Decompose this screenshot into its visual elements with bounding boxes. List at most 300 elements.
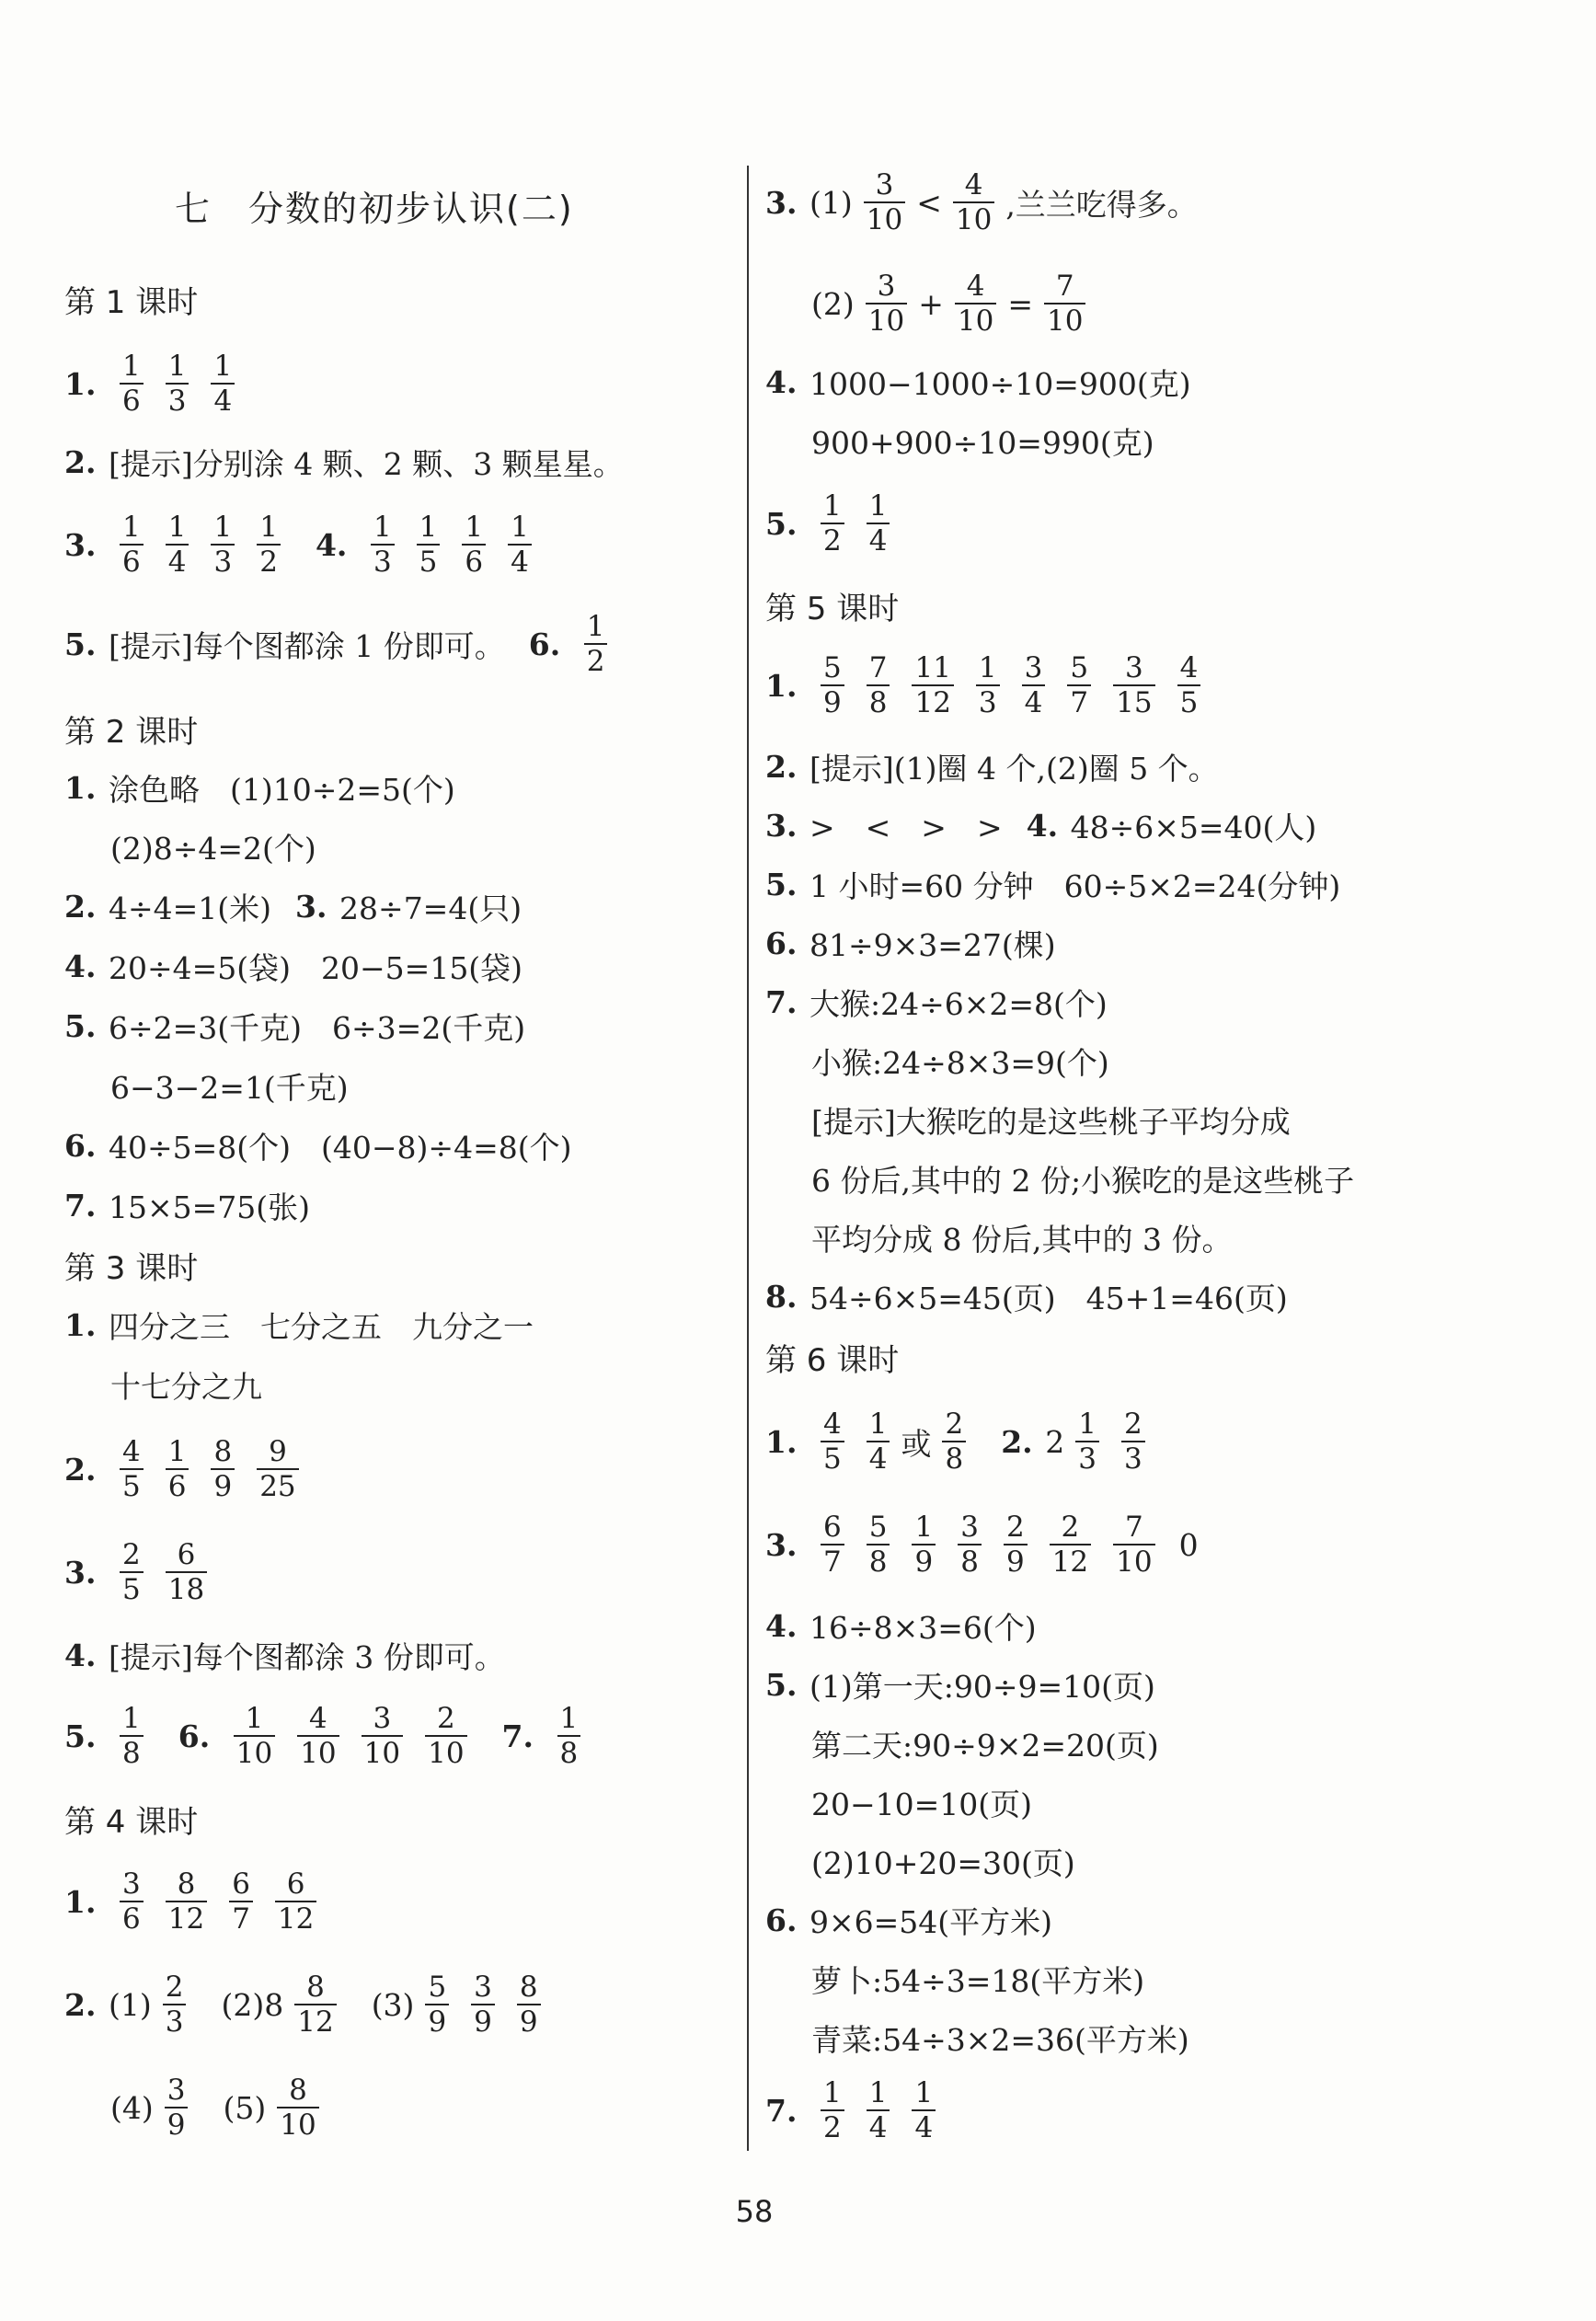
answer-line (64, 1176, 310, 1235)
sub-part: (3) (371, 1986, 415, 2023)
answer-line (64, 1538, 218, 1606)
question-number: 1. (64, 769, 97, 806)
fraction-mark (297, 1702, 339, 1770)
fraction-mark (864, 168, 905, 236)
fraction-mark (1044, 270, 1085, 338)
fraction-mark (471, 1971, 495, 2039)
numerator: 4 (1179, 651, 1199, 684)
question-number: 5. (765, 505, 798, 542)
fraction-mark (1004, 1511, 1028, 1579)
numerator: 7 (1055, 270, 1074, 303)
answer-line (64, 758, 455, 817)
denominator: 5 (120, 1571, 144, 1606)
fraction (853, 168, 916, 236)
denominator: 12 (294, 2004, 336, 2039)
numerator: 1 (122, 350, 141, 383)
denominator: 9 (517, 2004, 541, 2039)
question-number: 3. (295, 888, 327, 925)
numerator: 1 (373, 511, 392, 544)
answer-text: 1 小时=60 分钟 60÷5×2=24(分钟) (809, 868, 1341, 904)
fraction-mark (557, 1702, 581, 1770)
denominator: 10 (362, 1735, 403, 1770)
question-number: 3. (765, 807, 798, 844)
fraction-mark (211, 1435, 235, 1503)
denominator: 4 (166, 544, 189, 579)
fraction-mark (1113, 1511, 1154, 1579)
fraction-mark (517, 1971, 541, 2039)
numerator: 2 (165, 1971, 184, 2004)
answer-line: 20−10=10(页) (811, 1786, 1033, 1822)
numerator: 1 (167, 1435, 187, 1468)
numerator: 1 (259, 511, 278, 544)
denominator: 2 (821, 2109, 844, 2144)
question-number: 6. (64, 1127, 97, 1164)
fraction-mark (257, 511, 281, 579)
answer-line: 6 份后,其中的 2 份;小猴吃的是这些桃子 (811, 1162, 1355, 1199)
fraction (283, 1971, 347, 2039)
answer-line (64, 1626, 505, 1684)
sub-part: (5) (223, 2089, 267, 2126)
numerator: 1 (245, 1702, 264, 1735)
denominator: 8 (958, 1544, 982, 1579)
fraction-mark (166, 1538, 207, 1606)
fraction-mark (425, 1702, 466, 1770)
numerator: 8 (213, 1435, 233, 1468)
question-number: 2. (765, 748, 798, 785)
denominator: 12 (912, 684, 953, 719)
fraction (931, 1408, 977, 1476)
numerator: 2 (1005, 1511, 1025, 1544)
numerator: 4 (966, 270, 985, 303)
answer-text: [提示](1)圈 4 个,(2)圈 5 个。 (809, 750, 1219, 787)
fraction-mark (166, 1867, 207, 1936)
numerator: 2 (945, 1408, 964, 1441)
fraction-mark (958, 1511, 982, 1579)
fraction-mark (1050, 1511, 1091, 1579)
page-number: 58 (735, 2194, 774, 2229)
numerator: 4 (309, 1702, 327, 1735)
fraction-mark (371, 511, 395, 579)
numerator: 8 (177, 1867, 196, 1901)
fraction-mark (120, 1867, 144, 1936)
answer-text: 1000−1000÷10=900(克) (809, 365, 1191, 402)
answer-text: ,兰兰吃得多。 (1005, 186, 1198, 223)
denominator: 8 (867, 1544, 890, 1579)
fraction-mark (294, 1971, 336, 2039)
fraction-mark (166, 350, 189, 418)
answer-text: 48÷6×5=40(人) (1070, 809, 1317, 845)
answer-line (64, 936, 522, 995)
answer-line (765, 1267, 1288, 1326)
numerator: 1 (122, 511, 141, 544)
fraction-group (414, 1971, 551, 2039)
fraction-mark (955, 270, 996, 338)
fraction-mark (584, 610, 608, 678)
fraction-mark (867, 1511, 890, 1579)
fraction-group (546, 1702, 592, 1770)
fraction-mark (166, 1435, 189, 1503)
denominator: 6 (166, 1468, 189, 1503)
question-number: 8. (765, 1278, 798, 1315)
denominator: 8 (557, 1735, 581, 1770)
numerator: 3 (373, 1702, 392, 1735)
numerator: 4 (823, 1408, 842, 1441)
question-number: 3. (64, 1554, 97, 1591)
denominator: 12 (1050, 1544, 1091, 1579)
answer-line (765, 1655, 1155, 1714)
question-number: 7. (765, 2092, 798, 2129)
answer-line (64, 877, 522, 936)
denominator: 4 (508, 544, 532, 579)
answer-line (765, 1511, 1199, 1579)
numerator: 6 (286, 1867, 305, 1901)
answer-text: 四分之三 七分之五 九分之一 (109, 1308, 534, 1345)
fraction-group (360, 511, 543, 579)
denominator: 10 (953, 201, 994, 236)
fraction-mark (257, 1435, 298, 1503)
answer-text: 4÷4=1(米) (109, 890, 272, 926)
answer-text: 9×6=54(平方米) (809, 1903, 1053, 1940)
numerator: 5 (868, 1511, 888, 1544)
question-number: 2. (64, 888, 97, 925)
denominator: 10 (864, 201, 905, 236)
numerator: 2 (436, 1702, 455, 1735)
denominator: 9 (912, 1544, 936, 1579)
lesson-heading: 第 2 课时 (64, 713, 199, 751)
denominator: 8 (867, 684, 890, 719)
answer-line: 900+900÷10=990(克) (811, 424, 1154, 461)
denominator: 9 (1004, 1544, 1028, 1579)
fraction-mark (211, 511, 235, 579)
fraction-mark (821, 1511, 844, 1579)
answer-line: [提示]大猴吃的是这些桃子平均分成 (811, 1103, 1291, 1140)
denominator: 4 (867, 2109, 890, 2144)
answer-line (64, 996, 525, 1055)
numerator: 3 (122, 1867, 141, 1901)
fraction-mark (867, 1408, 890, 1476)
denominator: 7 (821, 1544, 844, 1579)
answer-line: 青菜:54÷3×2=36(平方米) (811, 2021, 1189, 2058)
question-number: 4. (64, 1637, 97, 1673)
lesson-heading: 第 4 课时 (64, 1803, 199, 1841)
denominator: 25 (257, 1468, 298, 1503)
answer-text: 6÷2=3(千克) 6÷3=2(千克) (109, 1009, 526, 1046)
answer-line (765, 737, 1219, 796)
denominator: 9 (211, 1468, 235, 1503)
fraction (809, 1408, 855, 1476)
lesson-heading: 第 3 课时 (64, 1249, 199, 1287)
numerator: 2 (122, 1538, 141, 1571)
numerator: 4 (122, 1435, 141, 1468)
answer-line (765, 352, 1191, 411)
denominator: 3 (976, 684, 1000, 719)
fraction-mark (867, 2076, 890, 2144)
fraction-mark (821, 489, 844, 557)
question-number: 5. (64, 626, 97, 662)
fraction-mark (942, 1408, 966, 1476)
question-number: 7. (765, 983, 798, 1020)
numerator: 1 (559, 1702, 579, 1735)
fraction-mark (234, 1702, 275, 1770)
answer-line: (2)10+20=30(页) (811, 1844, 1075, 1881)
fraction-mark (912, 1511, 936, 1579)
answer-line: 平均分成 8 份后,其中的 3 份。 (811, 1221, 1233, 1258)
question-number: 4. (765, 363, 798, 400)
question-number: 5. (765, 866, 798, 902)
fraction-mark (1022, 651, 1046, 719)
numerator: 1 (823, 2076, 842, 2109)
answer-line (64, 1116, 571, 1175)
numerator: 3 (1024, 651, 1043, 684)
chapter-title: 七 分数的初步认识(二) (175, 189, 574, 229)
numerator: 1 (868, 1408, 888, 1441)
numerator: 2 (1061, 1511, 1080, 1544)
fraction-group (573, 610, 619, 678)
answer-text: 40÷5=8(个) (40−8)÷4=8(个) (109, 1129, 572, 1166)
numerator: 3 (166, 2074, 186, 2107)
question-number: 2. (64, 1451, 97, 1488)
fraction-mark (976, 651, 1000, 719)
denominator: 8 (942, 1441, 966, 1476)
question-number: 3. (765, 1526, 798, 1563)
numerator: 8 (289, 2074, 307, 2107)
answer-line (64, 1702, 591, 1770)
fraction-group (109, 1867, 327, 1936)
denominator: 9 (471, 2004, 495, 2039)
denominator: 9 (165, 2107, 189, 2142)
answer-text: > < > > (809, 809, 1003, 845)
question-number: 2. (64, 1986, 97, 2023)
answer-text: 15×5=75(张) (109, 1189, 311, 1225)
numerator: 1 (419, 511, 438, 544)
question-number: 1. (64, 1883, 97, 1920)
numerator: 8 (519, 1971, 538, 2004)
numerator: 1 (868, 2076, 888, 2109)
denominator: 15 (1113, 684, 1154, 719)
fraction-mark (508, 511, 532, 579)
numerator: 1 (823, 489, 842, 523)
question-number: 5. (765, 1666, 798, 1703)
fraction-mark (120, 350, 144, 418)
answer-line (765, 972, 1108, 1031)
question-number: 6. (178, 1718, 211, 1754)
numerator: 6 (177, 1538, 196, 1571)
fraction-group (109, 1538, 218, 1606)
numerator: 3 (960, 1511, 979, 1544)
denominator: 5 (1177, 684, 1201, 719)
denominator: 10 (234, 1735, 275, 1770)
fraction-group (109, 511, 292, 579)
comparison-sign: < (916, 184, 942, 221)
answer-line (765, 1408, 1156, 1476)
denominator: 3 (211, 544, 235, 579)
question-number: 4. (64, 948, 97, 984)
operator: + (918, 285, 944, 322)
denominator: 10 (1113, 1544, 1154, 1579)
fraction-mark (867, 651, 890, 719)
denominator: 10 (955, 303, 996, 338)
answer-text: 28÷7=4(只) (339, 890, 522, 926)
fraction-mark (1067, 651, 1091, 719)
answer-line (765, 168, 1198, 236)
denominator: 10 (866, 303, 907, 338)
numerator: 11 (914, 651, 951, 684)
question-number: 1. (765, 1423, 798, 1460)
question-number: 2. (1001, 1423, 1033, 1460)
denominator: 2 (584, 643, 608, 678)
fraction-mark (1075, 1408, 1099, 1476)
denominator: 4 (867, 1441, 890, 1476)
denominator: 4 (867, 523, 890, 557)
answer-text: 大猴:24÷6×2=8(个) (809, 985, 1108, 1022)
fraction-mark (229, 1867, 253, 1936)
question-number: 4. (1026, 807, 1059, 844)
numerator: 7 (868, 651, 888, 684)
fraction (942, 168, 1005, 236)
fraction (266, 2074, 329, 2142)
numerator: 1 (511, 511, 529, 544)
answer-line (811, 270, 1097, 338)
denominator: 3 (371, 544, 395, 579)
denominator: 7 (229, 1901, 253, 1936)
fraction-mark (912, 2076, 936, 2144)
numerator: 3 (474, 1971, 492, 2004)
denominator: 4 (211, 383, 235, 418)
question-number: 4. (765, 1607, 798, 1644)
numerator: 1 (167, 350, 187, 383)
fraction (855, 270, 918, 338)
numerator: 1 (914, 2076, 934, 2109)
lesson-heading: 第 1 课时 (64, 283, 199, 321)
denominator: 18 (166, 1571, 207, 1606)
numerator: 7 (1124, 1511, 1143, 1544)
fraction (154, 2074, 200, 2142)
fraction-mark (277, 2074, 318, 2142)
numerator: 8 (306, 1971, 325, 2004)
question-number: 6. (765, 925, 798, 961)
denominator: 10 (425, 1735, 466, 1770)
numerator: 1 (213, 350, 233, 383)
numerator: 5 (1070, 651, 1089, 684)
fraction-group (809, 489, 901, 557)
numerator: 3 (1124, 651, 1143, 684)
fraction-mark (417, 511, 441, 579)
denominator: 5 (120, 1468, 144, 1503)
denominator: 12 (275, 1901, 316, 1936)
answer-line (765, 796, 1316, 855)
answer-line (765, 651, 1211, 719)
fraction-mark (425, 1971, 449, 2039)
denominator: 9 (821, 684, 844, 719)
answer-line (64, 1971, 552, 2039)
answer-line (64, 1295, 534, 1354)
fraction-mark (120, 1435, 144, 1503)
sub-part: (1) (809, 184, 853, 221)
sub-part: (4) (110, 2089, 154, 2126)
numerator: 3 (877, 270, 896, 303)
answer-line (765, 855, 1340, 913)
fraction (855, 1408, 901, 1476)
question-number: 3. (64, 526, 97, 563)
sub-part: (2) (811, 285, 855, 322)
answer-line: 第二天:90÷9×2=20(页) (811, 1727, 1159, 1764)
denominator: 3 (166, 383, 189, 418)
denominator: 6 (462, 544, 486, 579)
numerator: 1 (868, 489, 888, 523)
answer-line (765, 1596, 1037, 1655)
question-number: 6. (765, 1902, 798, 1938)
answer-line: 6−3−2=1(千克) (110, 1069, 349, 1106)
fraction-mark (953, 168, 994, 236)
answer-text: [提示]每个图都涂 3 份即可。 (109, 1638, 505, 1675)
fraction-mark (866, 270, 907, 338)
fraction-group (109, 350, 246, 418)
answer-text: [提示]分别涂 4 颗、2 颗、3 颗星星。 (109, 445, 624, 482)
fraction-mark (821, 651, 844, 719)
fraction (152, 1971, 198, 2039)
denominator: 3 (163, 2004, 187, 2039)
denominator: 4 (1022, 684, 1046, 719)
question-number: 2. (64, 443, 97, 480)
denominator: 8 (120, 1735, 144, 1770)
fraction-group (109, 1702, 155, 1770)
column-divider (747, 166, 749, 2151)
sub-part: (1) (109, 1986, 152, 2023)
fraction-mark (867, 489, 890, 557)
denominator: 9 (425, 2004, 449, 2039)
answer-line: (2)8÷4=2(个) (110, 830, 316, 867)
denominator: 6 (120, 544, 144, 579)
numerator: 1 (1078, 1408, 1097, 1441)
answer-text: 81÷9×3=27(棵) (809, 926, 1056, 963)
fraction-group (809, 2076, 947, 2144)
answer-line (765, 489, 901, 557)
numerator: 1 (213, 511, 233, 544)
sub-part: (2)8 (221, 1986, 284, 2023)
denominator: 6 (120, 1901, 144, 1936)
answer-line (64, 1867, 327, 1936)
denominator: 2 (821, 523, 844, 557)
answer-line (765, 2076, 947, 2144)
numerator: 1 (586, 610, 605, 643)
question-number: 1. (64, 365, 97, 402)
fraction-mark (120, 1702, 144, 1770)
numerator: 1 (122, 1702, 141, 1735)
fraction-mark (1177, 651, 1201, 719)
question-number: 7. (64, 1187, 97, 1224)
answer-text: 20÷4=5(袋) 20−5=15(袋) (109, 949, 523, 986)
answer-line: 小猴:24÷8×3=9(个) (811, 1044, 1109, 1081)
question-number: 7. (501, 1718, 534, 1754)
denominator: 10 (1044, 303, 1085, 338)
fraction-mark (166, 511, 189, 579)
lesson-heading: 第 5 课时 (765, 590, 900, 627)
fraction-group (109, 1435, 310, 1503)
denominator: 3 (1075, 1441, 1099, 1476)
numerator: 1 (978, 651, 997, 684)
fraction-mark (163, 1971, 187, 2039)
fraction-mark (912, 651, 953, 719)
answer-line: 十七分之九 (110, 1368, 262, 1405)
lesson-heading: 第 6 课时 (765, 1341, 900, 1379)
answer-line (64, 511, 543, 579)
denominator: 3 (1121, 1441, 1145, 1476)
question-number: 5. (64, 1718, 97, 1754)
fraction-group (1064, 1408, 1155, 1476)
fraction-group (809, 1511, 1166, 1579)
fraction-mark (362, 1702, 403, 1770)
denominator: 10 (297, 1735, 339, 1770)
